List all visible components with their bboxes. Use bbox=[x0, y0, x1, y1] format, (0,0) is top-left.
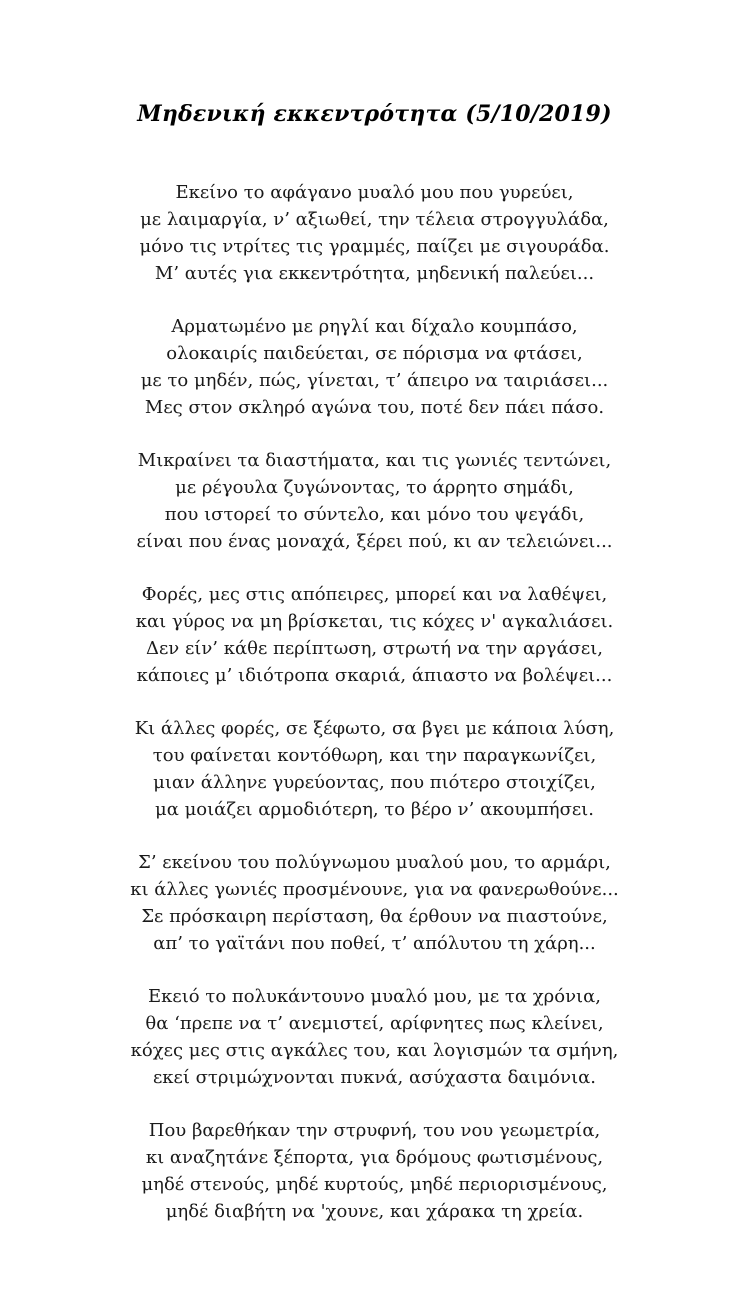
poem-line: Αρματωμένο με ρηγλί και δίχαλο κουμπάσο, bbox=[171, 316, 578, 337]
poem-line: μιαν άλληνε γυρεύοντας, που πιότερο στοιχίζει, bbox=[153, 772, 596, 793]
poem-line: με το μηδέν, πώς, γίνεται, τ’ άπειρο να ταιριάσει... bbox=[140, 370, 609, 391]
poem-line: Φορές, μες στις απόπειρες, μπορεί και να λαθέψει, bbox=[141, 584, 608, 605]
stanza-6 bbox=[0, 849, 749, 957]
poem-line: μηδέ στενούς, μηδέ κυρτούς, μηδέ περιορισμένους, bbox=[141, 1174, 608, 1195]
poem-line: κι αναζητάνε ξέπορτα, για δρόμους φωτισμένους, bbox=[145, 1147, 604, 1168]
poem-line: κάποιες μ’ ιδιότροπα σκαριά, άπιαστο να βολέψει... bbox=[136, 665, 613, 686]
poem-line: με ρέγουλα ζυγώνοντας, το άρρητο σημάδι, bbox=[175, 477, 574, 498]
poem-line: μόνο τις ντρίτες τις γραμμές, παίζει με σιγουράδα. bbox=[139, 236, 610, 257]
poem-body bbox=[0, 179, 749, 1225]
poem-line: που ιστορεί το σύντελο, και μόνο του ψεγάδι, bbox=[164, 504, 585, 525]
poem-line: είναι που ένας μοναχά, ξέρει πού, κι αν τελειώνει... bbox=[136, 531, 613, 552]
poem-line: εκεί στριμώχνονται πυκνά, ασύχαστα δαιμόνια. bbox=[152, 1067, 597, 1088]
stanza-4 bbox=[0, 581, 749, 689]
poem-line: κι άλλες γωνιές προσμένουνε, για να φανερωθούνε... bbox=[130, 879, 619, 900]
poem-line: απ’ το γαϊτάνι που ποθεί, τ’ απόλυτου τη χάρη... bbox=[153, 933, 596, 954]
poem-line: Δεν είν’ κάθε περίπτωση, στρωτή να την αργάσει, bbox=[145, 638, 604, 659]
poem-line: θα ‘πρεπε να τ’ ανεμιστεί, αρίφνητες πως κλείνει, bbox=[145, 1013, 604, 1034]
poem-line: κόχες μες στις αγκάλες του, και λογισμών τα σμήνη, bbox=[130, 1040, 619, 1061]
stanza-2 bbox=[0, 313, 749, 421]
poem-line: Σ’ εκείνου του πολύγνωμου μυαλού μου, το αρμάρι, bbox=[138, 852, 611, 873]
poem-line: Μες στον σκληρό αγώνα του, ποτέ δεν πάει πάσο. bbox=[144, 397, 605, 418]
poem-title: Μηδενική εκκεντρότητα (5/10/2019) bbox=[137, 101, 612, 127]
poem-line: ολοκαιρίς παιδεύεται, σε πόρισμα να φτάσει, bbox=[166, 343, 583, 364]
poem-line: με λαιμαργία, ν’ αξιωθεί, την τέλεια στρογγυλάδα, bbox=[140, 209, 609, 230]
stanza-7 bbox=[0, 983, 749, 1091]
stanza-3 bbox=[0, 447, 749, 555]
poem-line: του φαίνεται κοντόθωρη, και την παραγκωνίζει, bbox=[152, 745, 597, 766]
poem-line: μα μοιάζει αρμοδιότερη, το βέρο ν’ ακουμπήσει. bbox=[155, 799, 594, 820]
poem-line: Που βαρεθήκαν την στρυφνή, του νου γεωμετρία, bbox=[148, 1120, 601, 1141]
poem-line: Σε πρόσκαιρη περίσταση, θα έρθουν να πιαστούνε, bbox=[141, 906, 608, 927]
poem-line: Εκειό το πολυκάντουνο μυαλό μου, με τα χρόνια, bbox=[148, 986, 601, 1007]
stanza-5 bbox=[0, 715, 749, 823]
poem-line: Μ’ αυτές για εκκεντρότητα, μηδενική παλεύει... bbox=[154, 263, 595, 284]
stanza-8 bbox=[0, 1117, 749, 1225]
stanza-1 bbox=[0, 179, 749, 287]
poem-line: και γύρος να μη βρίσκεται, τις κόχες ν' αγκαλιάσει. bbox=[135, 611, 614, 632]
poem-line: Κι άλλες φορές, σε ξέφωτο, σα βγει με κάποια λύση, bbox=[134, 718, 615, 739]
poem-line: μηδέ διαβήτη να 'χουνε, και χάρακα τη χρεία. bbox=[165, 1201, 584, 1222]
poem-line: Εκείνο το αφάγανο μυαλό μου που γυρεύει, bbox=[175, 182, 574, 203]
poem-line: Μικραίνει τα διαστήματα, και τις γωνιές τεντώνει, bbox=[137, 450, 612, 471]
